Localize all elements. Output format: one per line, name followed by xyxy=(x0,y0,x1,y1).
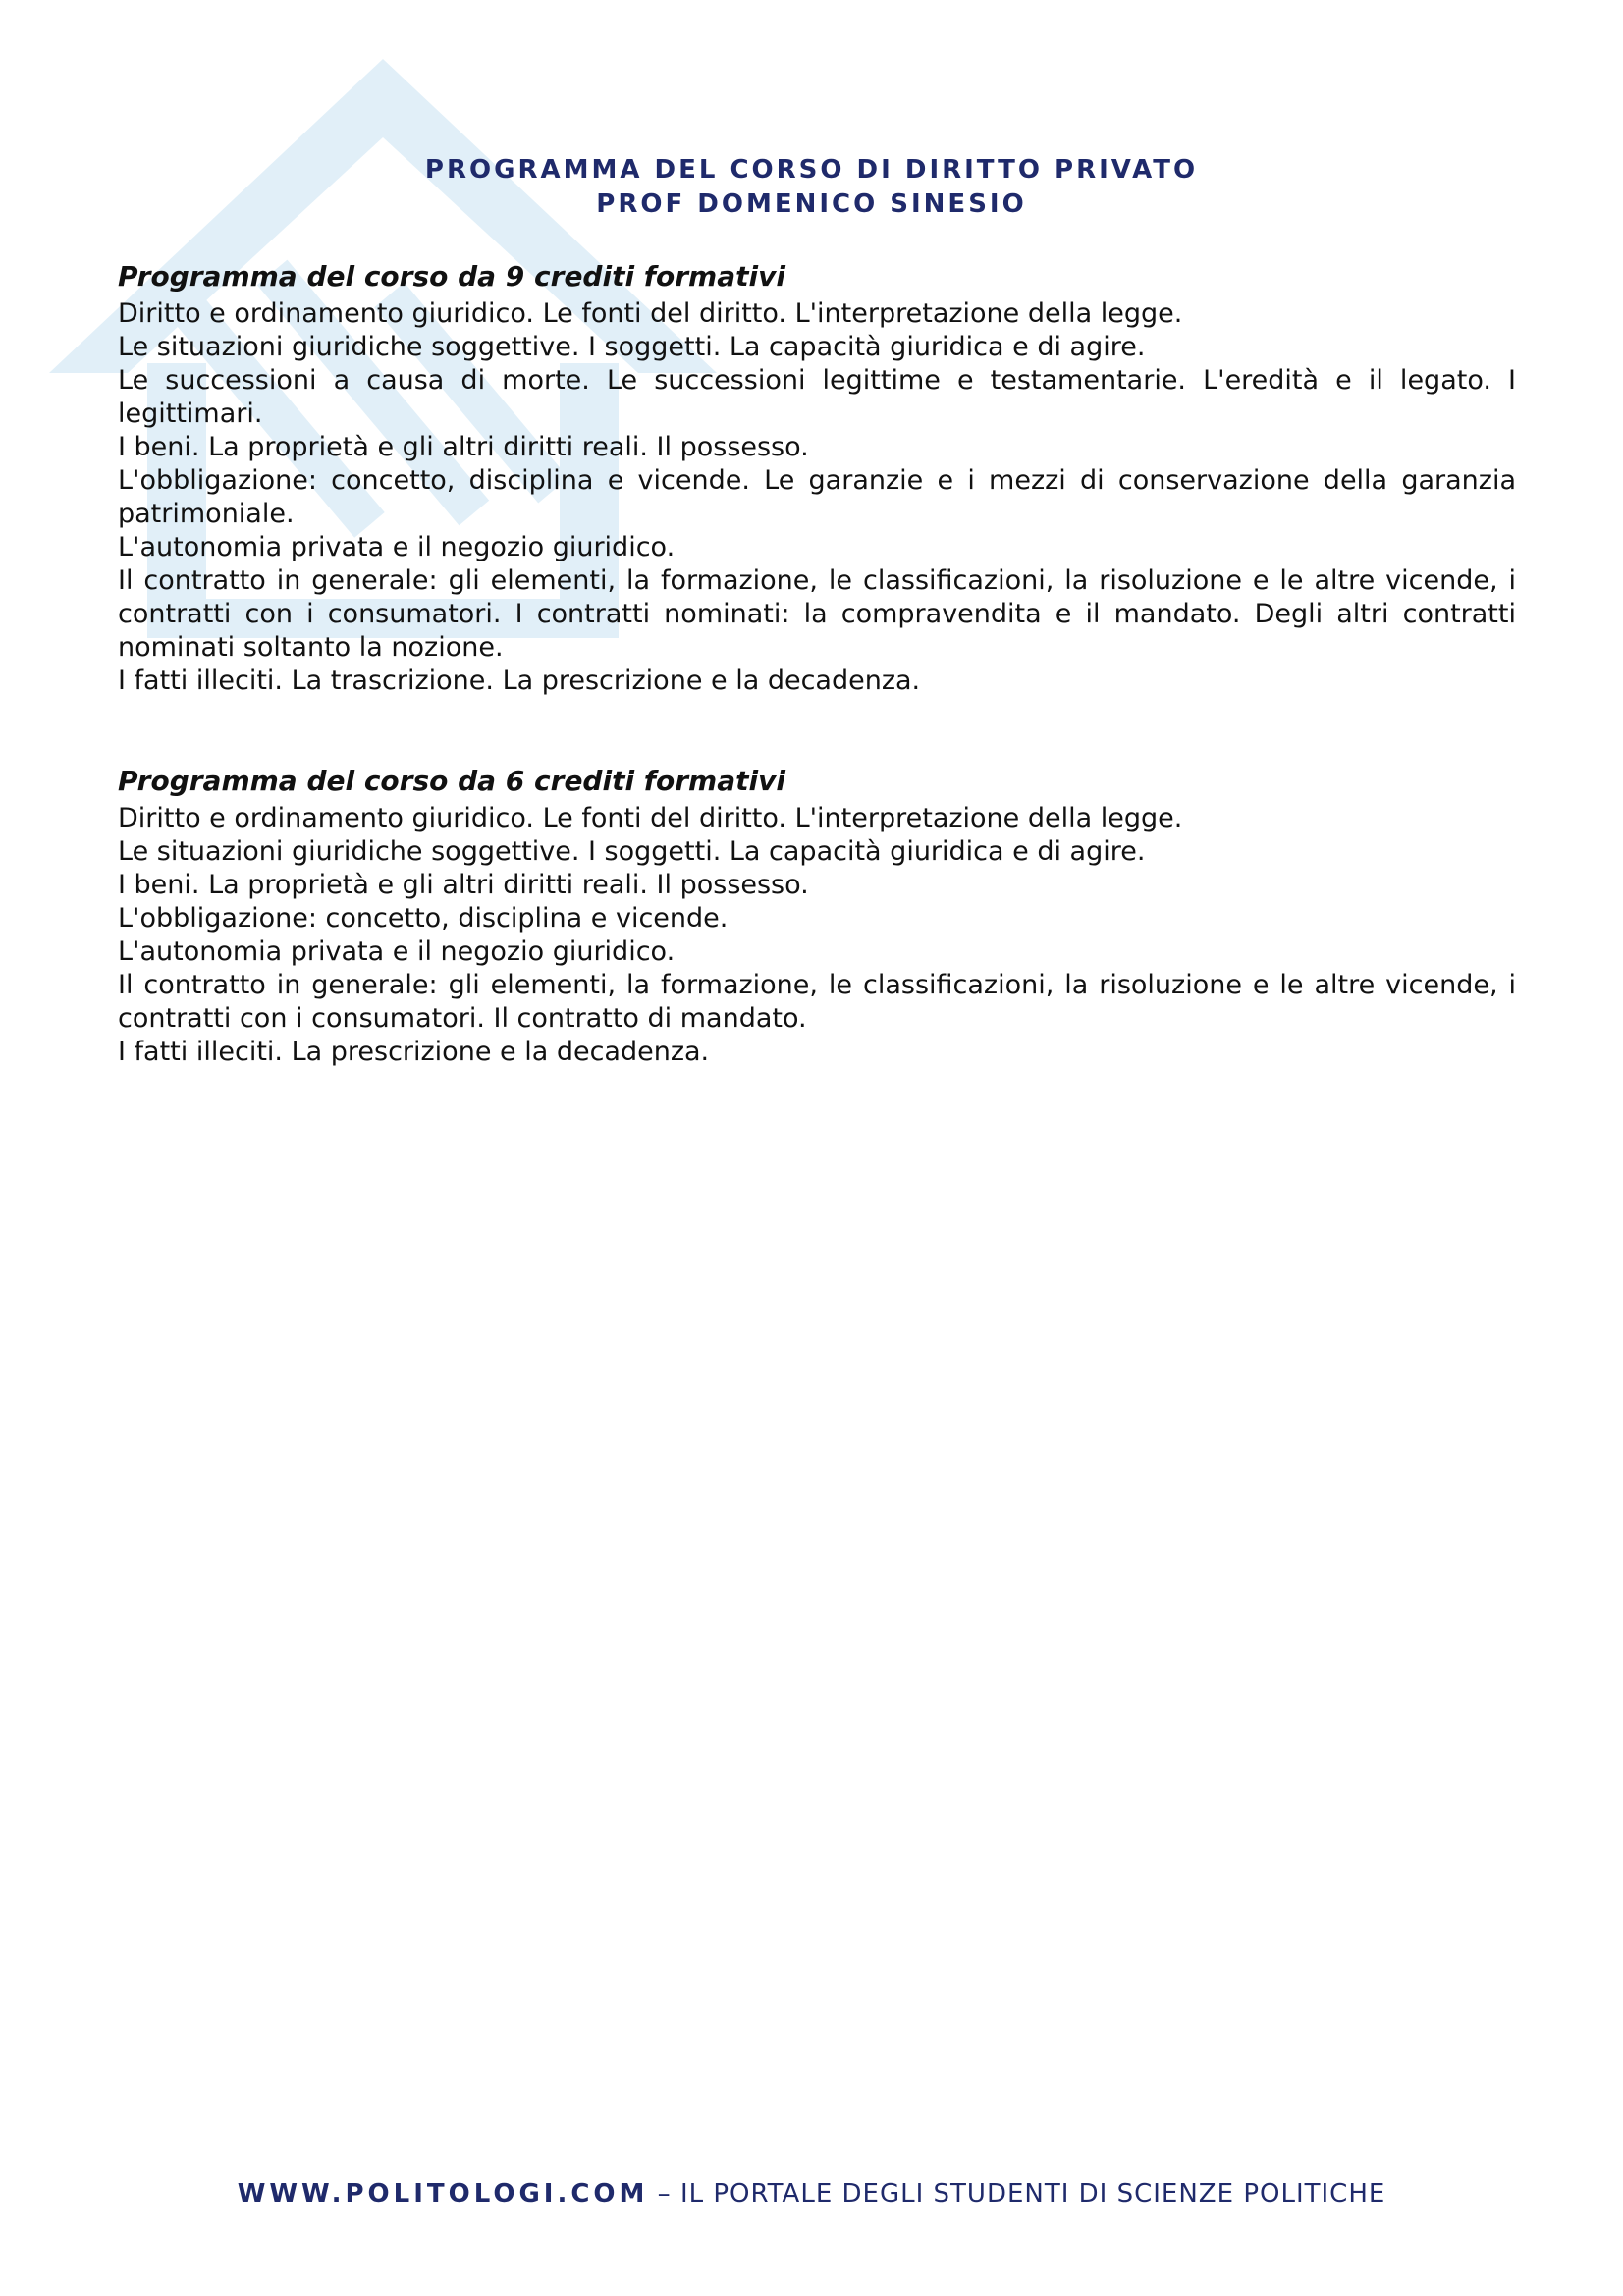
program-line: L'obbligazione: concetto, disciplina e vicende. Le garanzie e i mezzi di conservazione della garanzia patrimoniale. xyxy=(118,465,1516,529)
program-line: Il contratto in generale: gli elementi, la formazione, le classificazioni, la risoluzione e le altre vicende, i contratti con i consumatori. Il contratto di mandato. xyxy=(118,970,1516,1034)
document-header xyxy=(0,153,1623,222)
program-line: I beni. La proprietà e gli altri diritti reali. Il possesso. xyxy=(118,432,809,462)
program-line: I beni. La proprietà e gli altri diritti reali. Il possesso. xyxy=(118,870,809,900)
section-title: Programma del corso da 6 crediti formativi xyxy=(118,765,785,797)
program-line: Le successioni a causa di morte. Le successioni legittime e testamentarie. L'eredità e il legato. I legittimari. xyxy=(118,365,1516,429)
footer-site-link[interactable]: WWW.POLITOLOGI.COM xyxy=(237,2179,649,2209)
program-line: L'autonomia privata e il negozio giuridico. xyxy=(118,532,676,562)
professor-name: PROF DOMENICO SINESIO xyxy=(596,189,1027,219)
page-footer xyxy=(0,2179,1623,2209)
course-section-9-credits xyxy=(118,260,1516,698)
program-line: L'obbligazione: concetto, disciplina e vicende. xyxy=(118,903,729,934)
program-line: Le situazioni giuridiche soggettive. I soggetti. La capacità giuridica e di agire. xyxy=(118,836,1146,867)
section-title: Programma del corso da 9 crediti formativi xyxy=(118,260,785,293)
program-line: I fatti illeciti. La prescrizione e la decadenza. xyxy=(118,1037,710,1067)
program-line: I fatti illeciti. La trascrizione. La prescrizione e la decadenza. xyxy=(118,666,921,696)
course-section-6-credits xyxy=(118,765,1516,1069)
program-line: Il contratto in generale: gli elementi, la formazione, le classificazioni, la risoluzione e le altre vicende, i contratti con i consumatori. I contratti nominati: la compravendita e il mandato. Degli altri contratti nominati soltanto la nozione. xyxy=(118,565,1516,663)
program-line: Diritto e ordinamento giuridico. Le fonti del diritto. L'interpretazione della legge. xyxy=(118,298,1183,329)
document-title: PROGRAMMA DEL CORSO DI DIRITTO PRIVATO xyxy=(424,155,1199,185)
program-line: Le situazioni giuridiche soggettive. I soggetti. La capacità giuridica e di agire. xyxy=(118,332,1146,362)
footer-tagline: – IL PORTALE DEGLI STUDENTI DI SCIENZE POLITICHE xyxy=(648,2179,1386,2209)
program-line: L'autonomia privata e il negozio giuridico. xyxy=(118,936,676,967)
program-line: Diritto e ordinamento giuridico. Le fonti del diritto. L'interpretazione della legge. xyxy=(118,803,1183,833)
document-body xyxy=(118,260,1516,1069)
